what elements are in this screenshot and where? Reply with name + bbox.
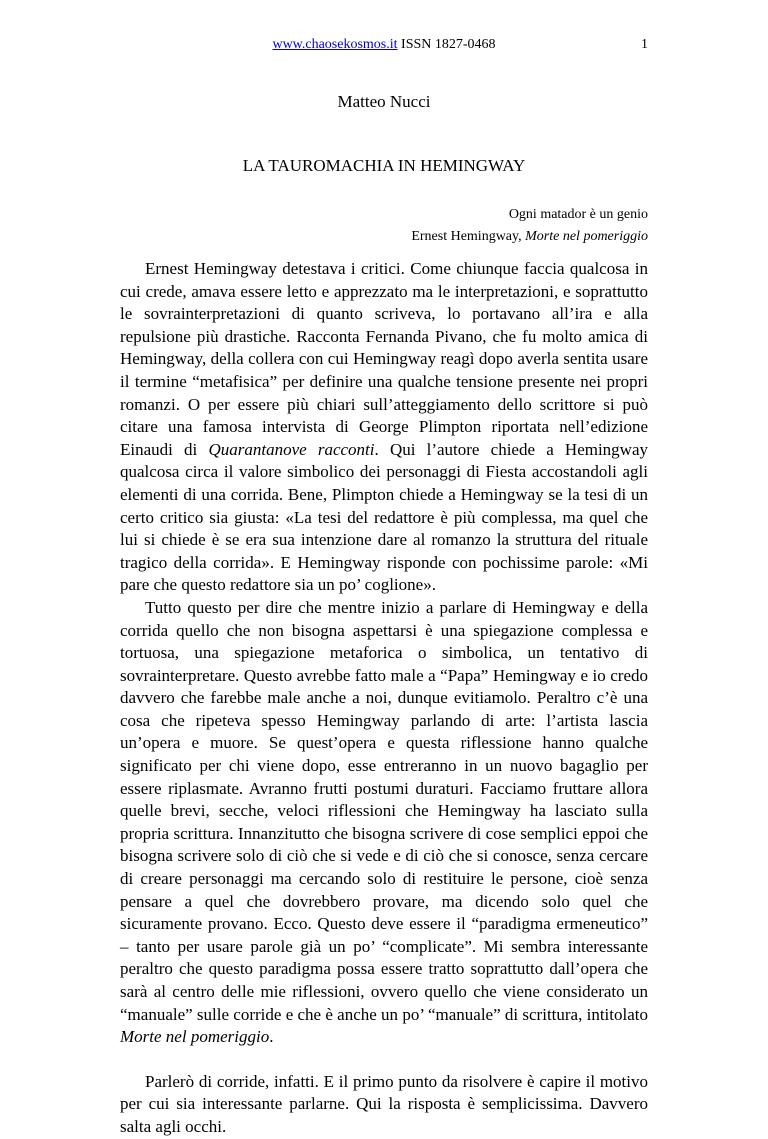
paragraph-1-book-title: Quarantanove racconti: [208, 439, 375, 459]
epigraph-quote: Ogni matador è un genio: [508, 207, 648, 222]
header-center: [120, 37, 648, 53]
page-header: [120, 37, 648, 57]
epigraph-source-title: Morte nel pomeriggio: [525, 229, 648, 244]
paragraph-2-text-b: .: [269, 1027, 274, 1047]
epigraph-source-author: Ernest Hemingway,: [411, 229, 526, 244]
paragraph-1: [120, 258, 648, 597]
epigraph: [411, 204, 648, 248]
issn-text: ISSN 1827-0468: [401, 37, 496, 52]
paragraph-2-book-title: Morte nel pomeriggio: [120, 1027, 270, 1047]
paragraph-2: [120, 597, 648, 1049]
body-text: [120, 258, 648, 1139]
paragraph-3-text-a: Parlerò di corride, infatti. E il primo punto da risolvere è capire il motivo per cui sia interessante parlarne. Qui la risposta è semplicissima. Davvero salta agli occhi.: [120, 1071, 648, 1136]
paragraph-1-text-a: Ernest Hemingway detestava i critici. Come chiunque faccia qualcosa in cui crede, amava essere letto e apprezzato ma le interpretazioni, e soprattutto le sovrainterpretazioni di quanto scriveva, lo portavano all’ira e alla repulsione più drastiche. Racconta Fernanda Pivano, che fu molto amica di Hemingway, della collera con cui Hemingway reagì dopo averla sentita usare il termine “metafisica” per definire una qualche tensione presente nei propri romanzi. O per essere più chiari sull’atteggiamento dello scrittore si può citare una famosa intervista di George Plimpton riportata nell’edizione Einaudi di: [120, 259, 648, 459]
paragraph-1-text-b: . Qui l’autore chiede a Hemingway qualcosa circa il valore simbolico dei personaggi di Fiesta accostandoli agli elementi di una corrida. Bene, Plimpton chiede a Hemingway se la tesi di un certo critico sia giusta: «La tesi del redattore è più complessa, ma quel che lui si chiede è se era sua intenzione dare al romanzo la struttura del rituale tragico della corrida». E Hemingway risponde con pochissime parole: «Mi pare che questo redattore sia un po’ coglione».: [120, 439, 649, 595]
site-link[interactable]: www.chaosekosmos.it: [272, 37, 398, 52]
epigraph-source: [411, 226, 648, 248]
paragraph-2-text-a: Tutto questo per dire che mentre inizio a parlare di Hemingway e della corrida quello che non bisogna aspettarsi è una spiegazione complessa e tortuosa, una spiegazione metaforica o simbolica, un tentativo di sovrainterpretare. Questo avrebbe fatto male a “Papa” Hemingway e io credo davvero che farebbe male anche a noi, dunque evitiamolo. Peraltro c’è una cosa che ripeteva spesso Hemingway parlando di arte: l’artista lascia un’opera e muore. Se quest’opera e questa riflessione hanno qualche significato per chi viene dopo, esse entreranno in un nuovo bagaglio per essere riplasmate. Avranno frutti postumi duraturi. Facciamo fruttare allora quelle brevi, secche, veloci riflessioni che Hemingway ha lasciato sulla propria scrittura. Innanzitutto che bisogna scrivere di cose semplici eppoi che bisogna scrivere solo di ciò che si vede e di ciò che si conosce, senza cercare di creare personaggi ma cercando solo di restituire le persone, cioè senza pensare a quel che dovrebbero provare, ma dicendo solo quel che sicuramente provano. Ecco. Questo deve essere il “paradigma ermeneutico” – tanto per usare parole già un po’ “complicate”. Mi sembra interessante peraltro che questo paradigma possa essere tratto soprattutto dall’opera che sarà al centro delle mie riflessioni, ovvero quello che viene considerato un “manuale” sulle corride e che è anche un po’ “manuale” di scrittura, intitolato: [120, 597, 648, 1024]
paragraph-3: [120, 1071, 648, 1139]
page-number: 1: [641, 37, 648, 52]
article-title: LA TAUROMACHIA IN HEMINGWAY: [242, 156, 526, 175]
author-name: Matteo Nucci: [337, 92, 431, 111]
